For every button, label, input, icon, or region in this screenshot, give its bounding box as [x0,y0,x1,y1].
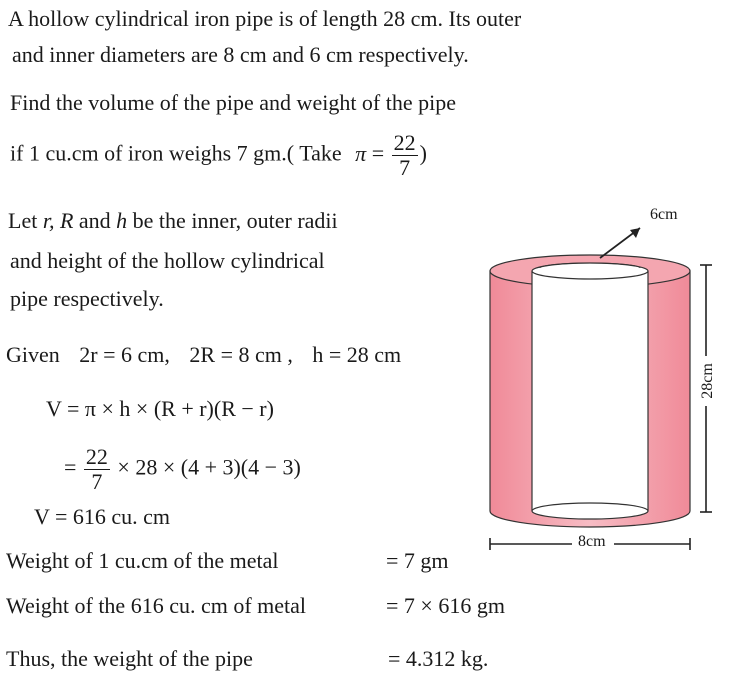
given-label: Given [6,342,60,367]
var-r: r, [42,208,55,233]
var-h: h [116,208,128,233]
thus-line-label: Thus, the weight of the pipe [6,646,253,671]
let-line-2: and height of the hollow cylindrical [10,248,325,273]
pi-denominator: 7 [399,155,411,180]
weight-line-1-label: Weight of 1 cu.cm of the metal [6,548,279,573]
problem-line-2: and inner diameters are 8 cm and 6 cm respectively. [12,42,469,67]
outer-diameter-label: 8cm [578,533,606,550]
let-rest: be the inner, outer radii [132,208,338,233]
step-numerator: 22 [85,444,108,469]
given-outer-diameter: 2R = 8 cm , [189,342,293,367]
given-height: h = 28 cm [312,342,402,367]
weight-line-1-value: = 7 gm [386,548,449,573]
given-inner-diameter: 2r = 6 cm, [79,342,170,367]
weight-line-2-label: Weight of the 616 cu. cm of metal [6,593,307,618]
problem-line-4-text: if 1 cu.cm of iron weighs 7 gm.( Take [10,140,342,166]
pi-close-paren: ) [419,140,427,166]
let-word: Let [8,208,38,233]
and-word: and [78,208,111,233]
volume-formula: V = π × h × (R + r)(R − r) [46,396,274,421]
problem-line-3: Find the volume of the pipe and weight of the pipe [10,90,457,115]
step-rest: × 28 × (4 + 3)(4 − 3) [117,454,301,480]
var-R: R [59,208,74,233]
pi-symbol: π [355,140,367,166]
inner-bottom-ellipse [532,503,648,519]
pi-numerator: 22 [393,130,416,155]
let-line-3: pipe respectively. [10,286,164,311]
step-denominator: 7 [91,469,103,494]
height-label: 28cm [699,363,716,399]
arrow-head-icon [630,228,640,238]
inner-diameter-label: 6cm [650,206,678,223]
inner-bore [532,271,648,511]
pi-equals: = [371,140,385,166]
weight-line-2-value: = 7 × 616 gm [386,593,505,618]
step-equals: = [64,454,77,480]
volume-result: V = 616 cu. cm [34,504,171,529]
problem-line-1: A hollow cylindrical iron pipe is of length 28 cm. Its outer [8,6,522,31]
thus-line-value: = 4.312 kg. [388,646,489,671]
